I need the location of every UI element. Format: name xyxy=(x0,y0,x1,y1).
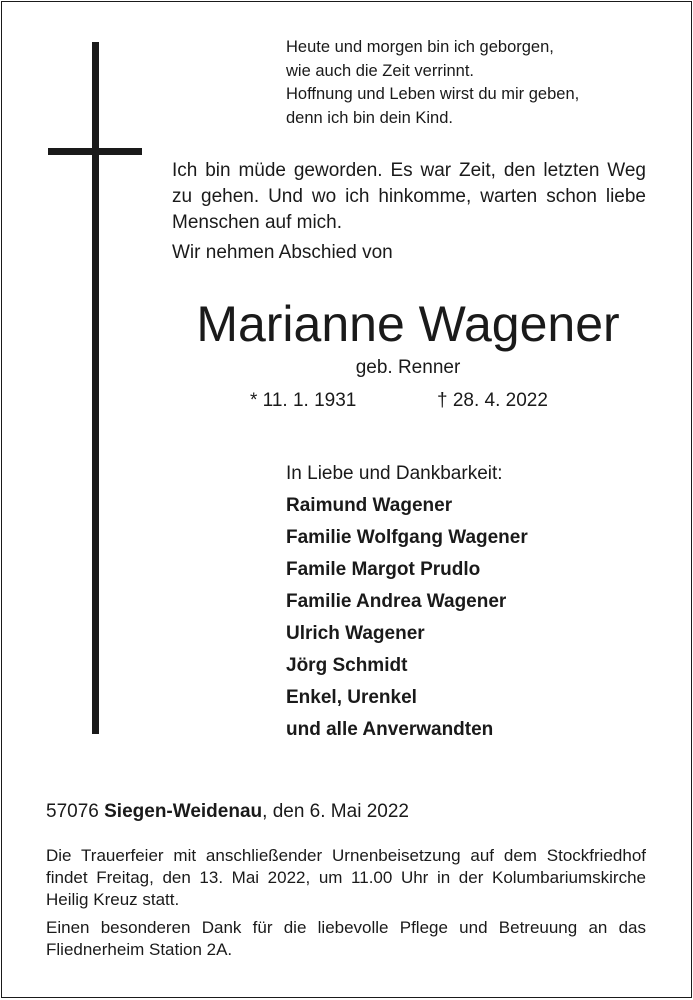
poem xyxy=(286,36,666,130)
mourner-name: Raimund Wagener xyxy=(286,495,453,516)
death-date: † 28. 4. 2022 xyxy=(437,390,548,411)
dateline-postcode: 57076 xyxy=(46,801,99,822)
mourner-name: Familie Wolfgang Wagener xyxy=(286,527,528,548)
cross-icon-crossbar xyxy=(48,148,142,155)
poem-line: Heute und morgen bin ich geborgen, xyxy=(286,38,554,56)
mourner-name: Jörg Schmidt xyxy=(286,655,408,676)
farewell-text: Wir nehmen Abschied von xyxy=(172,242,393,263)
dateline xyxy=(46,799,409,825)
funeral-notice: Die Trauerfeier mit anschließender Urnenbeisetzung auf dem Stockfriedhof findet Freitag, den 13. Mai 2022, um 11.00 Uhr in der Kolumbariumskirche Heilig Kreuz statt. xyxy=(46,846,646,909)
dateline-date: , den 6. Mai 2022 xyxy=(262,801,409,822)
mourner-name: Ulrich Wagener xyxy=(286,623,425,644)
cross-icon xyxy=(92,42,99,734)
mourners-list xyxy=(286,458,528,746)
poem-line: Hoffnung und Leben wirst du mir geben, xyxy=(286,85,580,103)
dateline-city: Siegen-Weidenau xyxy=(104,801,263,822)
intro-text: Ich bin müde geworden. Es war Zeit, den letzten Weg zu gehen. Und wo ich hinkomme, warten schon liebe Menschen auf mich. xyxy=(172,160,646,233)
poem-line: denn ich bin dein Kind. xyxy=(286,108,453,127)
mourners-heading: In Liebe und Dankbarkeit: xyxy=(286,463,503,484)
mourner-name: und alle Anverwandten xyxy=(286,719,494,740)
deceased-name: Marianne Wagener xyxy=(196,296,620,352)
thanks-notice: Einen besonderen Dank für die liebevolle Pflege und Betreuung an das Fliednerheim Station 2A. xyxy=(46,918,646,959)
birth-date: * 11. 1. 1931 xyxy=(250,390,357,411)
mourner-name: Famile Margot Prudlo xyxy=(286,559,481,580)
mourner-name: Enkel, Urenkel xyxy=(286,687,417,708)
mourner-name: Familie Andrea Wagener xyxy=(286,591,507,612)
maiden-name: geb. Renner xyxy=(355,357,461,378)
poem-line: wie auch die Zeit verrinnt. xyxy=(286,61,475,80)
